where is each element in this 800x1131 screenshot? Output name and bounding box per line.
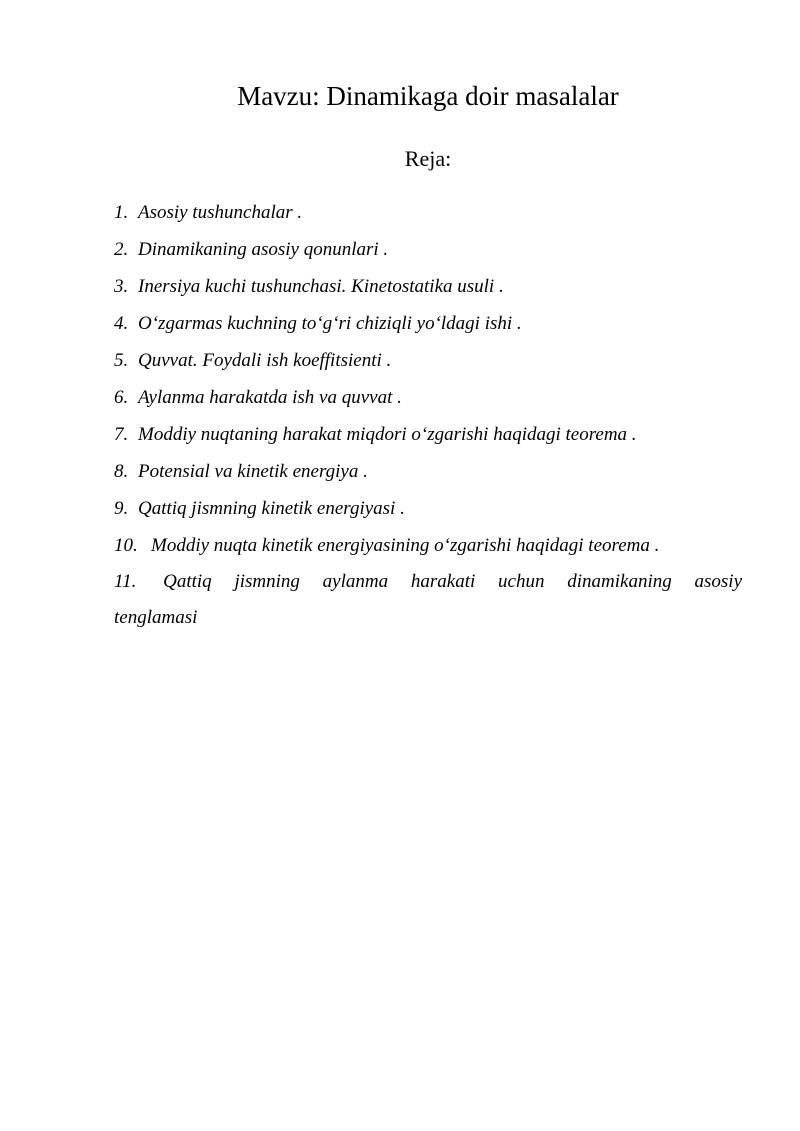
plan-item — [114, 197, 742, 234]
plan-item — [114, 456, 742, 493]
plan-heading: Reja: — [404, 146, 452, 171]
plan-item-text: Dinamikaning asosiy qonunlari . — [138, 239, 389, 260]
plan-item-number: 9. — [114, 498, 129, 519]
plan-list — [114, 197, 742, 636]
plan-item-number: 4. — [114, 313, 129, 334]
plan-item-text: Quvvat. Foydali ish koeffitsienti . — [138, 350, 392, 371]
plan-item — [114, 271, 742, 308]
plan-item-text: Qattiq jismning kinetik energiyasi . — [138, 498, 405, 519]
page-title: Mavzu: Dinamikaga doir masalalar — [237, 81, 619, 111]
plan-item-text: Asosiy tushunchalar . — [138, 202, 303, 223]
plan-item-text: Moddiy nuqta kinetik energiyasining o‘zgarishi haqidagi teorema . — [151, 535, 660, 556]
plan-item-number: 2. — [114, 239, 129, 260]
plan-item-number: 5. — [114, 350, 129, 371]
plan-item — [114, 308, 742, 345]
plan-item — [114, 419, 742, 456]
plan-item-number: 11. — [114, 571, 137, 592]
plan-item-number: 6. — [114, 387, 129, 408]
plan-item — [114, 564, 742, 636]
plan-item-text: Qattiq jismning aylanma harakati uchun dinamikaning asosiy tenglamasi — [114, 571, 742, 628]
plan-item — [114, 530, 742, 567]
plan-item — [114, 382, 742, 419]
plan-item-number: 7. — [114, 424, 129, 445]
plan-item-text: Inersiya kuchi tushunchasi. Kinetostatika usuli . — [138, 276, 504, 297]
plan-item-number: 3. — [114, 276, 129, 297]
plan-item — [114, 493, 742, 530]
plan-item-text: Moddiy nuqtaning harakat miqdori o‘zgarishi haqidagi teorema . — [138, 424, 637, 445]
plan-item-number: 8. — [114, 461, 129, 482]
plan-item — [114, 345, 742, 382]
plan-item-text: Aylanma harakatda ish va quvvat . — [138, 387, 402, 408]
plan-item-text: O‘zgarmas kuchning to‘g‘ri chiziqli yo‘ldagi ishi . — [138, 313, 522, 334]
plan-item-number: 1. — [114, 202, 129, 223]
plan-item-text: Potensial va kinetik energiya . — [138, 461, 368, 482]
plan-item — [114, 234, 742, 271]
plan-item-number: 10. — [114, 535, 138, 556]
